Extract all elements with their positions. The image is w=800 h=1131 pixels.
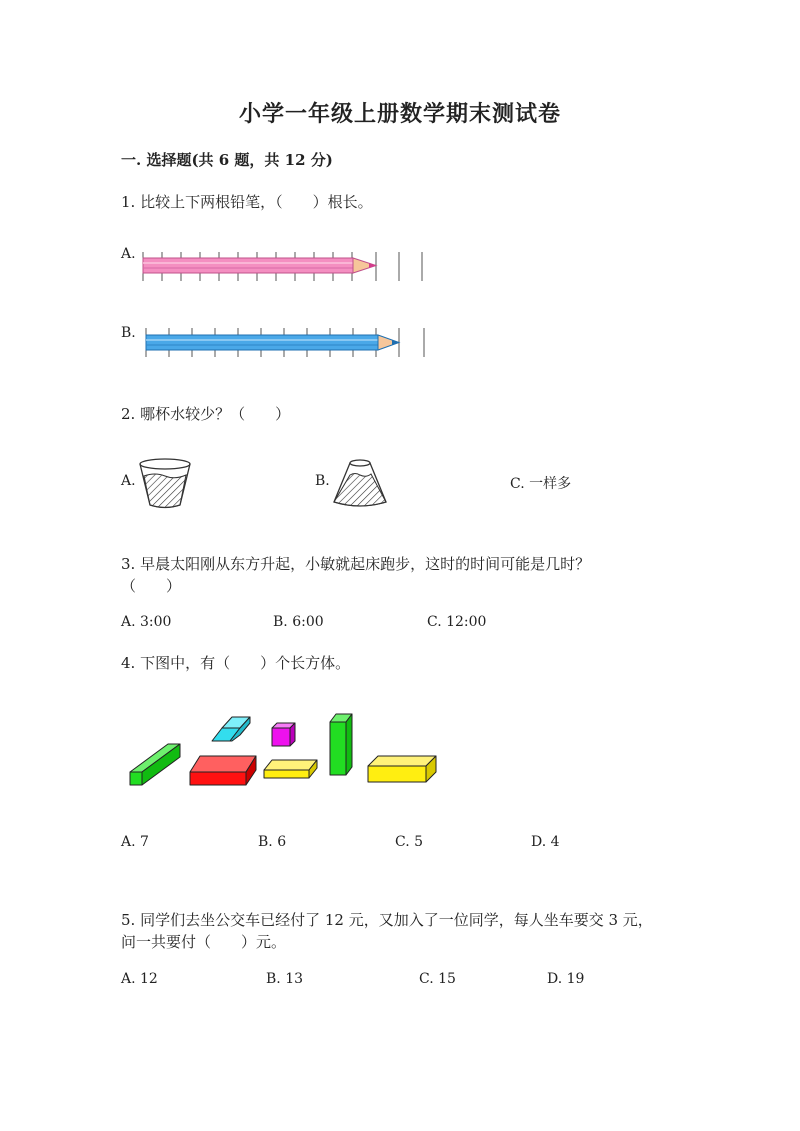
red-flat-block bbox=[190, 756, 256, 785]
cyan-rhombus-block bbox=[212, 717, 250, 741]
question-2-option-b[interactable]: B. bbox=[315, 473, 330, 489]
magenta-cube-block bbox=[272, 723, 295, 746]
question-3-option-c[interactable]: C. 12:00 bbox=[427, 614, 487, 630]
question-5-option-c[interactable]: C. 15 bbox=[419, 971, 456, 987]
question-5-text-line2: 问一共要付（ ）元。 bbox=[121, 933, 287, 951]
question-2-option-a[interactable]: A. bbox=[121, 473, 136, 489]
question-4-option-a[interactable]: A. 7 bbox=[121, 834, 149, 850]
question-3-text-line1: 3. 早晨太阳刚从东方升起，小敏就起床跑步，这时的时间可能是几时？ bbox=[121, 555, 591, 573]
question-2-text: 2. 哪杯水较少？（ ） bbox=[121, 405, 291, 423]
green-tall-block bbox=[330, 714, 352, 775]
yellow-box-block bbox=[368, 756, 436, 782]
question-1-option-b[interactable]: B. bbox=[121, 325, 136, 341]
question-4-option-c[interactable]: C. 5 bbox=[395, 834, 424, 850]
question-3-text-line2: （ ） bbox=[121, 577, 182, 595]
section-heading: 一. 选择题(共 6 题，共 12 分) bbox=[121, 151, 333, 169]
page-title: 小学一年级上册数学期末测试卷 bbox=[238, 101, 561, 127]
question-4-option-b[interactable]: B. 6 bbox=[258, 834, 287, 850]
question-5-option-d[interactable]: D. 19 bbox=[547, 971, 585, 987]
question-5-option-b[interactable]: B. 13 bbox=[266, 971, 304, 987]
question-3-option-a[interactable]: A. 3:00 bbox=[121, 614, 172, 630]
green-bar-block bbox=[130, 744, 180, 785]
yellow-flat-block bbox=[264, 760, 317, 778]
question-5-option-a[interactable]: A. 12 bbox=[121, 971, 158, 987]
question-5-text-line1: 5. 同学们去坐公交车已经付了 12 元，又加入了一位同学，每人坐车要交 3 元， bbox=[121, 911, 653, 929]
question-1-option-a[interactable]: A. bbox=[121, 246, 136, 262]
question-1-text: 1. 比较上下两根铅笔，（ ）根长。 bbox=[121, 193, 373, 211]
question-4-option-d[interactable]: D. 4 bbox=[531, 834, 560, 850]
question-3-option-b[interactable]: B. 6:00 bbox=[273, 614, 324, 630]
question-4-text: 4. 下图中，有（ ）个长方体。 bbox=[121, 654, 351, 672]
question-2-option-c[interactable]: C. 一样多 bbox=[510, 476, 572, 492]
